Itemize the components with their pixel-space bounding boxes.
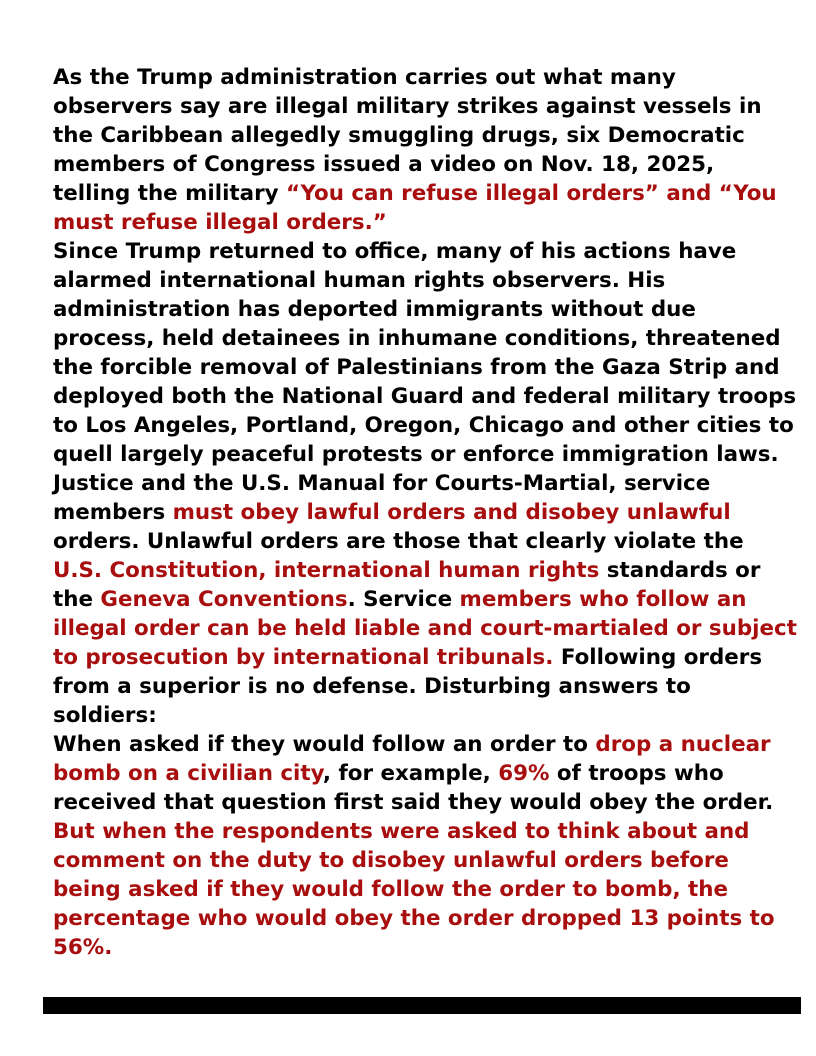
paragraph-actions <box>53 237 798 469</box>
bottom-rule <box>43 997 801 1014</box>
highlight-constitution: U.S. Constitution, international human rights <box>53 558 600 583</box>
text-span: , for example, <box>322 761 499 786</box>
highlight-obey-lawful: must obey lawful orders and disobey unlawful <box>172 500 731 525</box>
text-span: As the Trump administration carries out what many observers say are illegal military strikes against vessels in the Caribbean allegedly smuggling drugs, six Democratic members of Congress issued a video on Nov. 18, 2025, telling the military <box>53 65 762 206</box>
text-span: Following orders from a superior is no defense. Disturbing answers to soldiers: <box>53 645 763 728</box>
text-span: Since Trump returned to office, many of his actions have alarmed international human rights observers. His administration has deported immigrants without due process, held detainees in inhumane conditions, threatened the forcible removal of Palestinians from the Gaza Strip and deployed both the National Guard and federal military troops to Los Angeles, Portland, Oregon, Chicago and other cities to quell largely peaceful protests or enforce immigration laws. <box>53 239 797 467</box>
text-span: of troops who received that question first said they would obey the order. <box>53 761 774 815</box>
highlight-geneva: Geneva Conventions <box>100 587 348 612</box>
paragraph-survey <box>53 730 798 962</box>
text-span: Justice and the U.S. Manual for Courts-Martial, service members <box>53 471 711 525</box>
highlight-liable: members who follow an illegal order can be held liable and court-martialed or subject to prosecution by international tribunals. <box>53 587 797 670</box>
text-span: orders. Unlawful orders are those that clearly violate the <box>53 529 744 554</box>
paragraph-orders <box>53 469 798 730</box>
article-body <box>53 63 798 962</box>
paragraph-strikes <box>53 63 798 237</box>
text-span: standards or the <box>53 558 761 612</box>
highlight-percent: 69% <box>498 761 550 786</box>
highlight-quote: “You can refuse illegal orders” and “You must refuse illegal orders.” <box>53 181 777 235</box>
highlight-nuclear: drop a nuclear bomb on a civilian city <box>53 732 771 786</box>
text-span: . Service <box>347 587 460 612</box>
highlight-conclusion: But when the respondents were asked to think about and comment on the duty to disobey unlawful orders before being asked if they would follow the order to bomb, the percentage who would obey the order dropped 13 points to 56%. <box>53 819 775 960</box>
text-span: When asked if they would follow an order to <box>53 732 596 757</box>
